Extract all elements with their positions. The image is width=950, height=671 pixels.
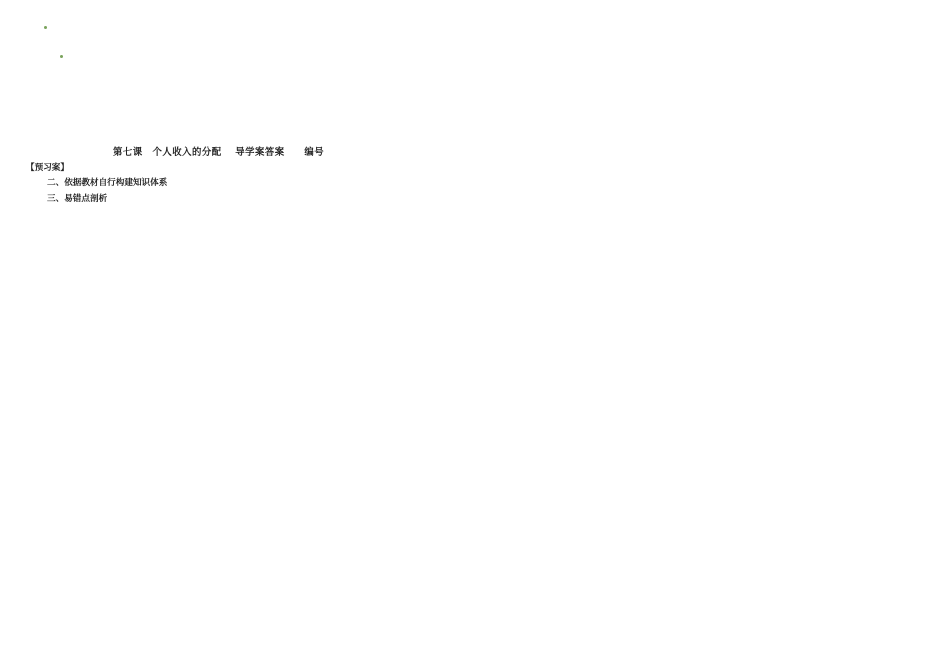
document-title: 第七课 个人收入的分配 导学案答案 编号	[113, 147, 325, 158]
section-heading: 三、易错点剖析	[47, 194, 108, 204]
section-heading: 二、依据教材自行构建知识体系	[47, 178, 168, 188]
green-dot	[44, 26, 47, 29]
section-heading: 【预习案】	[26, 163, 69, 173]
green-dot	[60, 55, 63, 58]
